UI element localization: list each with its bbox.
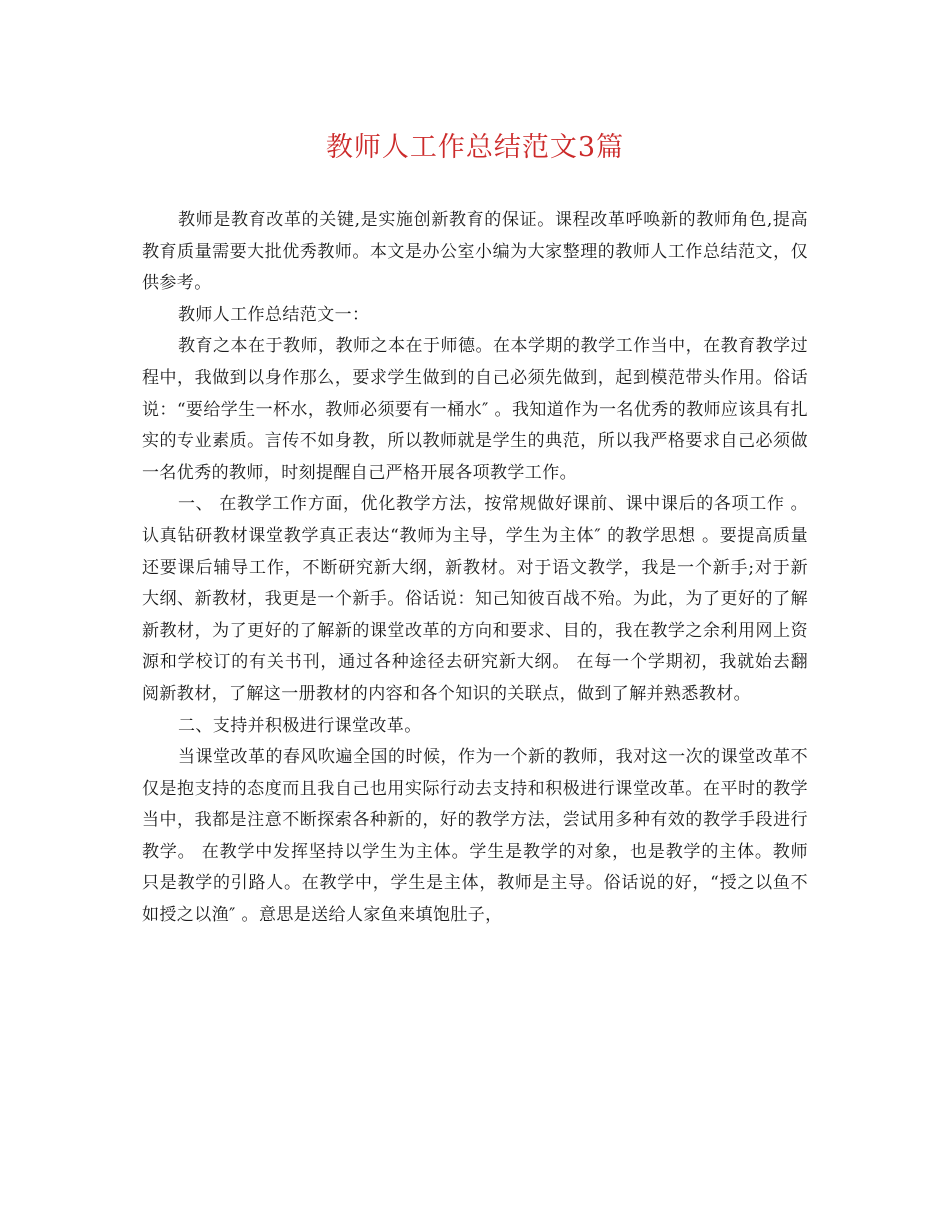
page-title: 教师人工作总结范文3篇 <box>325 132 625 163</box>
paragraph-classroom-reform: 当课堂改革的春风吹遍全国的时候，作为一个新的教师，我对这一次的课堂改革不仅是抱支持的态度而且我自己也用实际行动去支持和积极进行课堂改革。在平时的教学当中，我都是注意不断探索各种新的，好的教学方法，尝试用多种有效的教学手段进行教学。 在教学中发挥坚持以学生为主体。学生是教学的对象，也是教学的主体。教师只是教学的引路人。在教学中，学生是主体，教师是主导。俗话说的好，“授之以鱼不如授之以渔″ 。意思是送给人家鱼来填饱肚子， <box>142 747 808 926</box>
paragraph-teaching-methods: 一、 在教学工作方面，优化教学方法，按常规做好课前、课中课后的各项工作 。认真钻研教材课堂教学真正表达“教师为主导，学生为主体″ 的教学思想 。要提高质量还要课后辅导工作，不断研究新大纲，新教材。对于语文教学，我是一个新手;对于新大纲、新教材，我更是一个新手。俗话说：知己知彼百战不殆。为此，为了更好的了解新教材，为了更好的了解新的课堂改革的方向和要求、目的，我在教学之余利用网上资源和学校订的有关书刊，通过各种途径去研究新大纲。 在每一个学期初，我就始去翻阅新教材，了解这一册教材的内容和各个知识的关联点，做到了解并熟悉教材。 <box>142 494 808 704</box>
document-body <box>142 205 808 932</box>
paragraph-intro: 教师是教育改革的关键,是实施创新教育的保证。课程改革呼唤新的教师角色,提高教育质量需要大批优秀教师。本文是办公室小编为大家整理的教师人工作总结范文，仅供参考。 <box>142 210 808 294</box>
paragraph-reform-heading: 二、支持并积极进行课堂改革。 <box>178 715 422 736</box>
paragraph-teacher-ethics: 教育之本在于教师，教师之本在于师德。在本学期的教学工作当中，在教育教学过程中，我做到以身作那么，要求学生做到的自己必须先做到，起到模范带头作用。俗话说：“要给学生一杯水，教师必须要有一桶水″ 。我知道作为一名优秀的教师应该具有扎实的专业素质。言传不如身教，所以教师就是学生的典范，所以我严格要求自己必须做一名优秀的教师，时刻提醒自己严格开展各项教学工作。 <box>142 336 808 483</box>
paragraph-section-heading: 教师人工作总结范文一： <box>178 304 370 325</box>
